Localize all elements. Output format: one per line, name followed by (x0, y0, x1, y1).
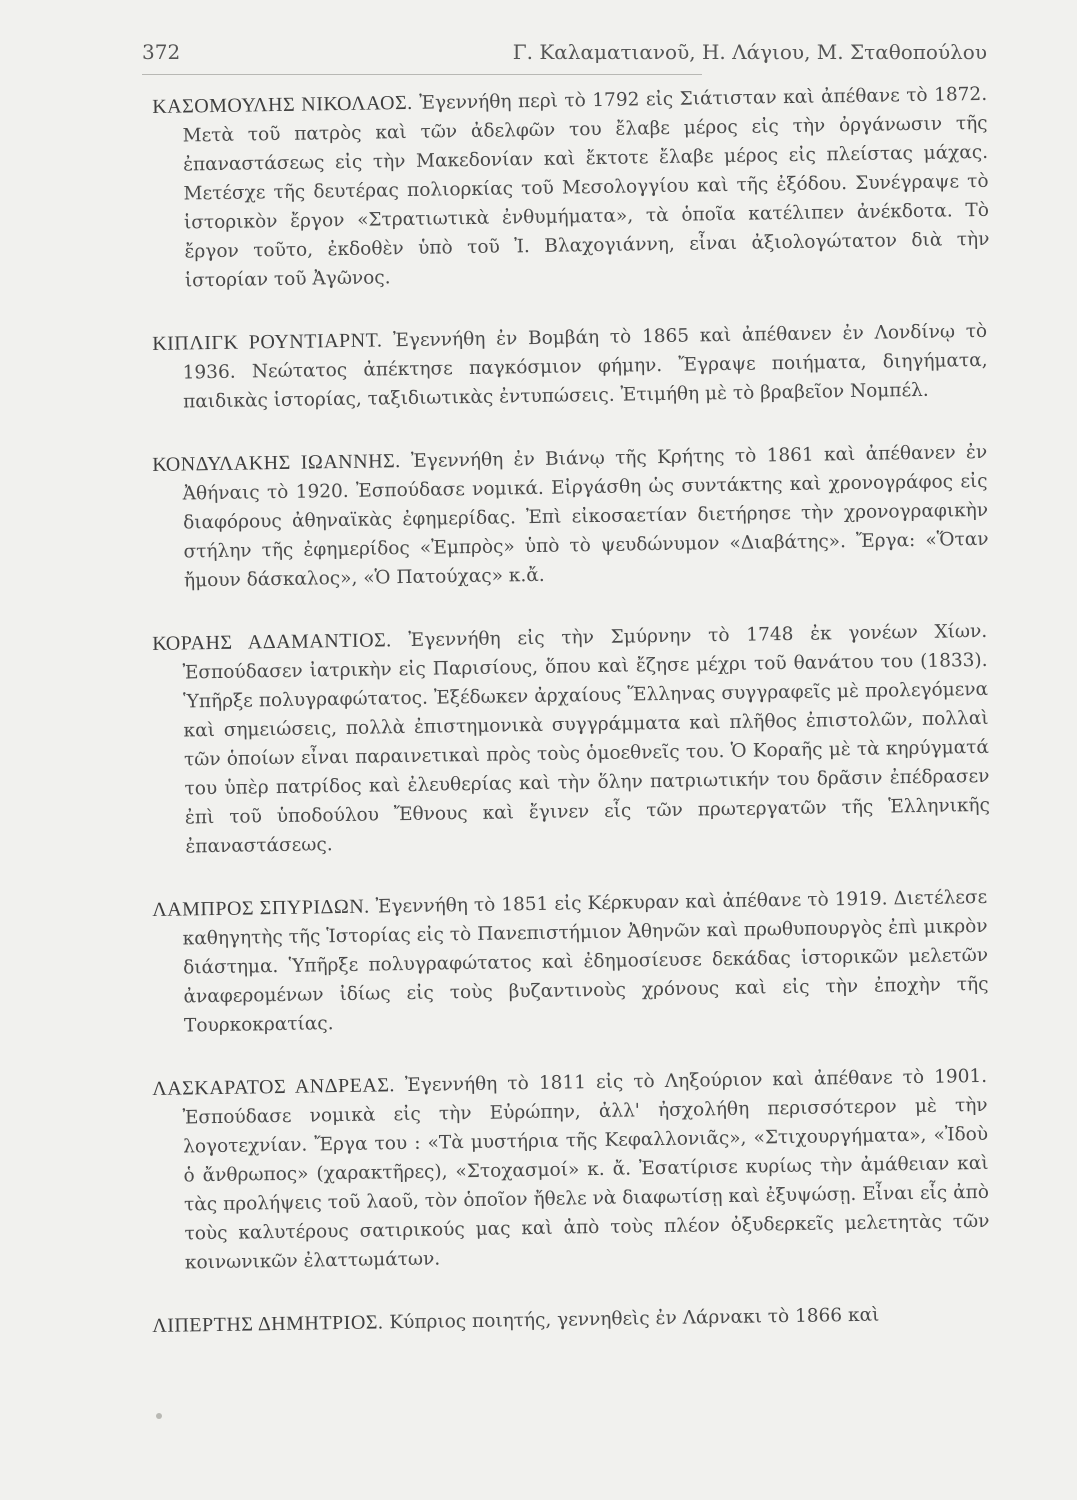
entry-laskaratos (152, 1062, 990, 1278)
entry-text: Ἐγεννήθη ἐν Βιάνῳ τῆς Κρήτης τὸ 1861 καὶ ἀπέθανεν ἐν Ἀθήναις τὸ 1920. Ἐσπούδασε νομικά. Εἰργάσθη ὡς συντάκτης καὶ χρονογράφος εἰς διαφόρους ἀθηναϊκὰς ἐφημερίδας. Ἐπὶ εἰκοσαετίαν διετήρησε τὴν χρονογραφικὴν στήλην τῆς ἐφημερίδος «Ἐμπρὸς» ὑπὸ τὸ ψευδώνυμον «Διαβάτης». Ἔργα: «Ὅταν ἤμουν δάσκαλος», «Ὁ Πατούχας» κ.ἄ. (182, 441, 989, 592)
entry-body (152, 1062, 990, 1278)
page-number: 372 (142, 40, 181, 64)
entry-kasomoulis (152, 80, 990, 296)
entry-name: ΛΙΠΕΡΤΗΣ ΔΗΜΗΤΡΙΟΣ. (152, 1311, 384, 1337)
entry-name: ΛΑΣΚΑΡΑΤΟΣ ΑΝΔΡΕΑΣ. (152, 1074, 396, 1100)
running-title: Γ. Καλαματιανοῦ, Η. Λάγιου, Μ. Σταθοπούλου (512, 40, 987, 64)
entry-lampros (152, 883, 989, 1041)
entry-name: ΚΙΠΛΙΓΚ ΡΟΥΝΤΙΑΡΝΤ. (152, 329, 383, 355)
entry-text: Κύπριος ποιητής, γεννηθεὶς ἐν Λάρνακι τὸ 1866 καὶ (389, 1304, 880, 1334)
entry-body (152, 1299, 987, 1341)
entry-text: Ἐγεννήθη τὸ 1851 εἰς Κέρκυραν καὶ ἀπέθανε τὸ 1919. Διετέλεσε καθηγητὴς τῆς Ἱστορίας εἰς τὸ Πανεπιστήμιον Ἀθηνῶν καὶ πρωθυπουργὸς ἐπὶ μικρὸν διάστημα. Ὑπῆρξε πολυγραφώτατος καὶ ἐδημοσίευσε δεκάδας ἱστορικῶν μελετῶν ἀναφερομένων ἰδίως εἰς τοὺς βυζαντινοὺς χρόνους καὶ εἰς τὴν ἐποχὴν τῆς Τουρκοκρατίας. (182, 886, 989, 1037)
entry-kipling (152, 317, 988, 417)
entry-text: Ἐγεννήθη τὸ 1811 εἰς τὸ Ληξούριον καὶ ἀπέθανε τὸ 1901. Ἐσπούδασε νομικὰ εἰς τὴν Εὐρώπην, ἀλλ' ἠσχολήθη περισσότερον μὲ τὴν λογοτεχνίαν. Ἔργα του : «Τὰ μυστήρια τῆς Κεφαλλονιᾶς», «Στιχουργήματα», «Ἰδοὺ ὁ ἄνθρωπος» (χαρακτῆρες), «Στοχασμοί» κ. ἄ. Ἐσατίρισε κυρίως τὴν ἀμάθειαν καὶ τὰς προλήψεις τοῦ λαοῦ, τὸν ὁποῖον ἤθελε νὰ διαφωτίσῃ καὶ ἐξυψώσῃ. Εἶναι εἷς ἀπὸ τοὺς καλυτέρους σατιρικούς μας καὶ ἀπὸ τοὺς πλέον ὀξυδερκεῖς μελετητὰς τῶν κοινωνικῶν ἐλαττωμάτων. (182, 1065, 990, 1274)
entry-name: ΛΑΜΠΡΟΣ ΣΠΥΡΙΔΩΝ. (152, 895, 370, 921)
entry-korais (152, 617, 991, 862)
page-header (142, 40, 987, 74)
entry-body (152, 617, 991, 862)
entry-text: Ἐγεννήθη ἐν Βομβάη τὸ 1865 καὶ ἀπέθανεν ἐν Λονδίνῳ τὸ 1936. Νεώτατος ἀπέκτησε παγκόσμιον φήμην. Ἔγραψε ποιήματα, διηγήματα, παιδικὰς ἱστορίας, ταξιδιωτικὰς ἐντυπώσεις. Ἐτιμήθη μὲ τὸ βραβεῖον Νομπέλ. (182, 320, 988, 413)
entry-body (152, 883, 989, 1041)
entry-body (152, 438, 989, 596)
ink-dot-mark (156, 1413, 162, 1419)
header-rule (142, 74, 702, 75)
entry-kondylakis (152, 438, 989, 596)
entry-lipertis (152, 1299, 987, 1341)
entry-name: ΚΟΡΑΗΣ ΑΔΑΜΑΝΤΙΟΣ. (152, 629, 392, 655)
entry-text: Ἐγεννήθη περὶ τὸ 1792 εἰς Σιάτισταν καὶ ἀπέθανε τὸ 1872. Μετὰ τοῦ πατρὸς καὶ τῶν ἀδελφῶν του ἔλαβε μέρος εἰς τὴν ὀργάνωσιν τῆς ἐπαναστάσεως εἰς τὴν Μακεδονίαν καὶ ἔκτοτε ἔλαβε μέρος εἰς πλείστας μάχας. Μετέσχε τῆς δευτέρας πολιορκίας τοῦ Μεσολογγίου καὶ τῆς ἐξόδου. Συνέγραψε τὸ ἱστορικὸν ἔργον «Στρατιωτικὰ ἐνθυμήματα», τὰ ὁποῖα κατέλιπεν ἀνέκδοτα. Τὸ ἔργον τοῦτο, ἐκδοθὲν ὑπὸ τοῦ Ἰ. Βλαχογιάννη, εἶναι ἀξιολογώτατον διὰ τὴν ἱστορίαν τοῦ Ἀγῶνος. (182, 83, 990, 292)
entry-body (152, 80, 990, 296)
entry-text: Ἐγεννήθη εἰς τὴν Σμύρνην τὸ 1748 ἐκ γονέων Χίων. Ἐσπούδασεν ἰατρικὴν εἰς Παρισίους, ὅπου καὶ ἔζησε μέχρι τοῦ θανάτου του (1833). Ὑπῆρξε πολυγραφώτατος. Ἐξέδωκεν ἀρχαίους Ἕλληνας συγγραφεῖς μὲ προλεγόμενα καὶ σημειώσεις, πολλὰ ἐπιστημονικὰ συγγράμματα καὶ πλῆθος ἐπιστολῶν, πολλαὶ τῶν ὁποίων εἶναι παραινετικαὶ πρὸς τοὺς ὁμοεθνεῖς του. Ὁ Κοραῆς μὲ τὰ κηρύγματά του ὑπὲρ πατρίδος καὶ ἐλευθερίας καὶ τὴν ὅλην πατριωτικήν του δρᾶσιν ἐπέδρασεν ἐπὶ τοῦ ὑποδούλου Ἔθνους καὶ ἔγινεν εἷς τῶν πρωτεργατῶν τῆς Ἑλληνικῆς ἐπαναστάσεως. (182, 620, 991, 858)
entry-name: ΚΟΝΔΥΛΑΚΗΣ ΙΩΑΝΝΗΣ. (152, 450, 401, 476)
entry-body (152, 317, 988, 417)
entry-name: ΚΑΣΟΜΟΥΛΗΣ ΝΙΚΟΛΑΟΣ. (152, 91, 413, 118)
